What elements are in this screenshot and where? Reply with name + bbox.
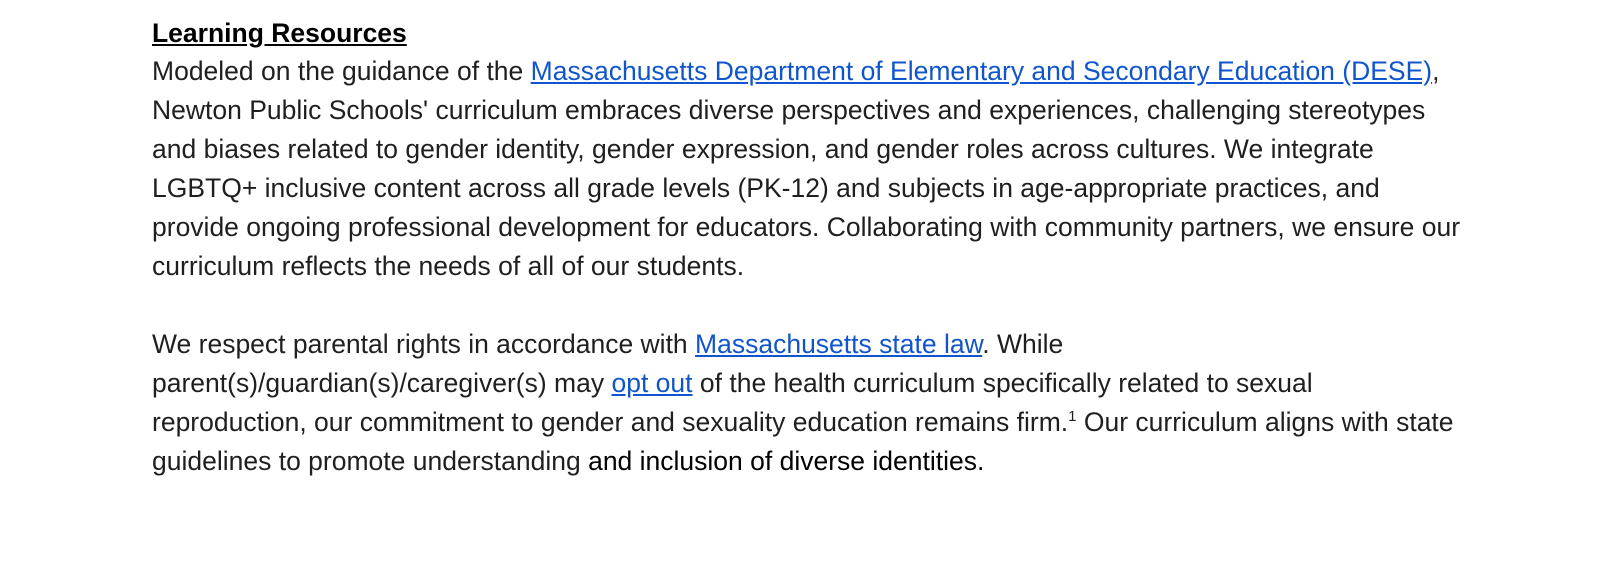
dese-link[interactable]: Massachusetts Department of Elementary and Secondary Education (DESE) bbox=[530, 56, 1433, 86]
curriculum-paragraph bbox=[152, 52, 1462, 286]
state-law-link[interactable]: Massachusetts state law bbox=[695, 329, 983, 359]
paragraph2-part5: and inclusion of diverse identities. bbox=[580, 446, 985, 476]
paragraph2-part2: . While parent(s)/guardian(s)/caregiver(s) may bbox=[152, 329, 1064, 398]
paragraph1-body: , Newton Public Schools' curriculum embraces diverse perspectives and experiences, challenging stereotypes and biases related to gender identity, gender expression, and gender roles across cultures. We integrate LGBTQ+ inclusive content across all grade levels (PK-12) and subjects in age-appropriate practices, and provide ongoing professional development for educators. Collaborating with community partners, we ensure our curriculum reflects the needs of all of our students. bbox=[152, 56, 1461, 281]
section-heading: Learning Resources bbox=[152, 18, 407, 48]
parental-rights-paragraph bbox=[152, 325, 1462, 481]
paragraph2-lead: We respect parental rights in accordance with bbox=[152, 329, 696, 359]
paragraph2-part4: Our curriculum aligns with state guidelines to promote understanding bbox=[152, 407, 1454, 476]
opt-out-link[interactable]: opt out bbox=[611, 368, 693, 398]
paragraph2-part3: of the health curriculum specifically related to sexual reproduction, our commitment to gender and sexuality education remains firm. bbox=[152, 368, 1313, 437]
footnote-marker[interactable]: 1 bbox=[1068, 408, 1077, 426]
document-content bbox=[152, 14, 1462, 481]
paragraph1-lead: Modeled on the guidance of the bbox=[152, 56, 531, 86]
paragraph-spacer bbox=[152, 286, 1462, 325]
